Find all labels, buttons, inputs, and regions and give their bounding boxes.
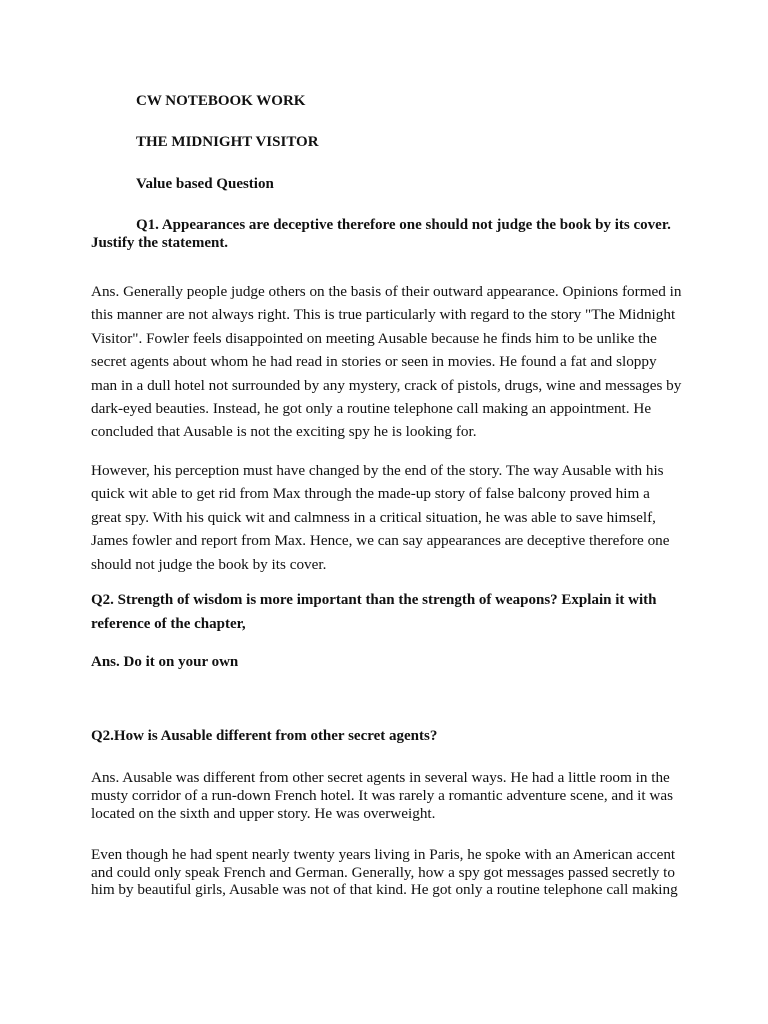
text-line: and could only speak French and German. Generally, how a spy got messages passed secretly to: [91, 864, 675, 881]
question-2a-line-2: reference of the chapter,: [91, 616, 246, 632]
text-line: Even though he had spent nearly twenty years living in Paris, he spoke with an American accent: [91, 846, 676, 863]
chapter-title: THE MIDNIGHT VISITOR: [136, 134, 319, 150]
question-1-line-2: Justify the statement.: [91, 235, 229, 251]
text-line: Visitor". Fowler feels disappointed on meeting Ausable because he finds him to be unlike the: [91, 330, 657, 347]
text-line: quick wit able to get rid from Max through the made-up story of false balcony proved him a: [91, 485, 650, 502]
text-line: Ans. Generally people judge others on the basis of their outward appearance. Opinions formed in: [91, 283, 682, 300]
text-line: concluded that Ausable is not the exciting spy he is looking for.: [91, 423, 477, 440]
question-1-line-1: Q1. Appearances are deceptive therefore one should not judge the book by its cover.: [136, 217, 671, 233]
text-line: However, his perception must have changed by the end of the story. The way Ausable with his: [91, 462, 664, 479]
text-line: this manner are not always right. This is true particularly with regard to the story "The Midnight: [91, 306, 676, 323]
text-line: man in a dull hotel not surrounded by any mystery, crack of pistols, drugs, wine and messages by: [91, 377, 682, 394]
section-heading: Value based Question: [136, 176, 274, 192]
text-line: secret agents about whom he had read in stories or seen in movies. He found a fat and sloppy: [91, 353, 657, 370]
question-2b: Q2.How is Ausable different from other secret agents?: [91, 728, 438, 744]
notebook-header: CW NOTEBOOK WORK: [136, 93, 306, 109]
text-line: musty corridor of a run-down French hotel. It was rarely a romantic adventure scene, and it was: [91, 787, 673, 804]
text-line: located on the sixth and upper story. He was overweight.: [91, 805, 436, 822]
text-line: should not judge the book by its cover.: [91, 556, 327, 573]
text-line: great spy. With his quick wit and calmness in a critical situation, he was able to save himself,: [91, 509, 656, 526]
question-2a-line-1: Q2. Strength of wisdom is more important than the strength of weapons? Explain it with: [91, 592, 657, 608]
text-line: dark-eyed beauties. Instead, he got only a routine telephone call making an appointment. He: [91, 400, 652, 417]
text-line: Ans. Ausable was different from other secret agents in several ways. He had a little room in the: [91, 769, 670, 786]
text-line: James fowler and report from Max. Hence, we can say appearances are deceptive therefore one: [91, 532, 670, 549]
text-line: him by beautiful girls, Ausable was not of that kind. He got only a routine telephone call making: [91, 881, 678, 898]
answer-2a: Ans. Do it on your own: [91, 654, 239, 670]
